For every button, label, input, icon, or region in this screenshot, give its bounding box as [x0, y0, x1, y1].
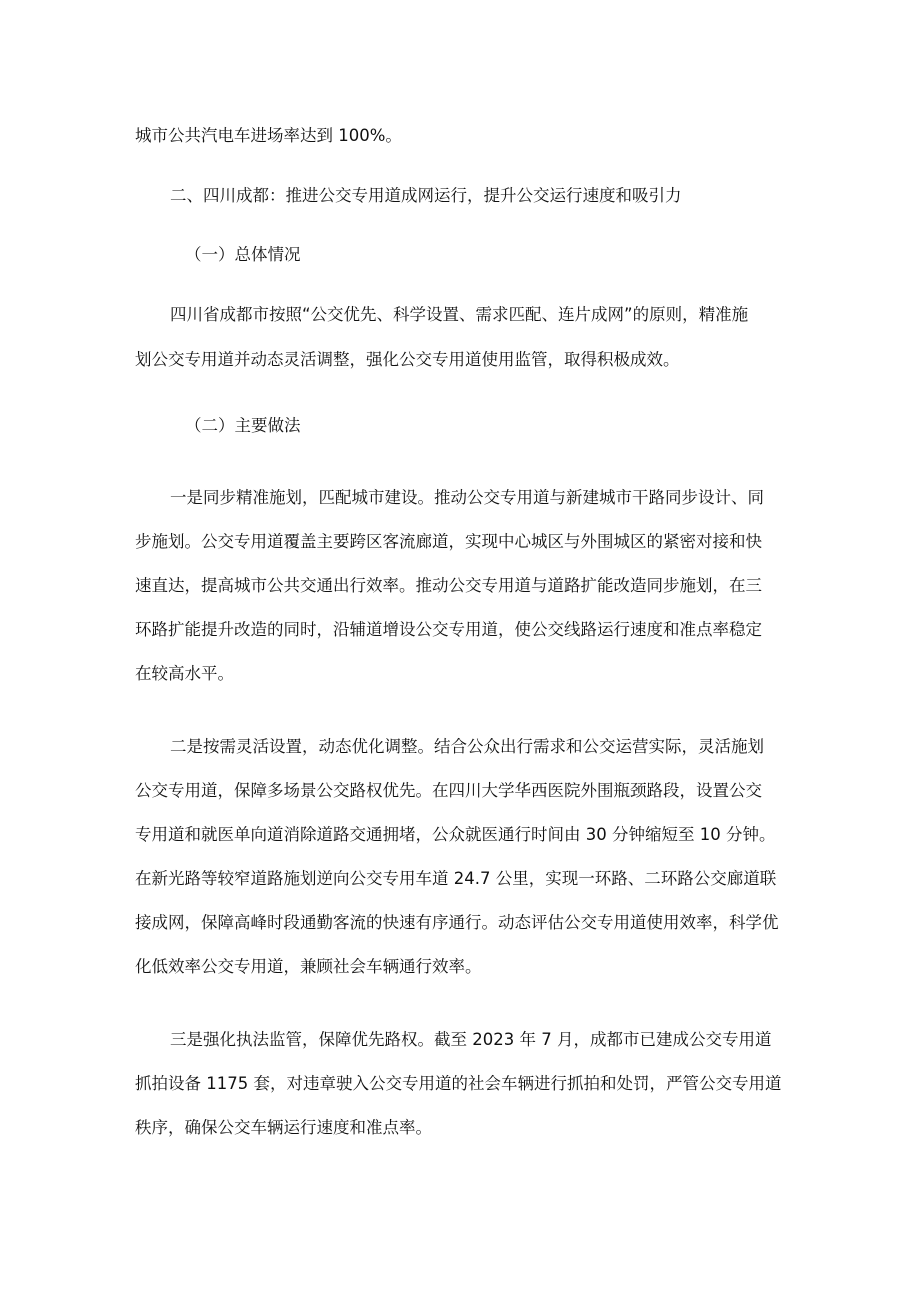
para1-line: 一是同步精准施划，匹配城市建设。推动公交专用道与新建城市干路同步设计、同 [170, 488, 764, 507]
para3-line: 抓拍设备 1175 套，对违章驶入公交专用道的社会车辆进行抓拍和处罚，严管公交专用道 [135, 1074, 782, 1093]
para2-line: 接成网，保障高峰时段通勤客流的快速有序通行。动态评估公交专用道使用效率，科学优 [135, 913, 779, 932]
sub1-para-line: 划公交专用道并动态灵活调整，强化公交专用道使用监管，取得积极成效。 [135, 350, 680, 369]
para1-line: 步施划。公交专用道覆盖主要跨区客流廊道，实现中心城区与外围城区的紧密对接和快 [135, 532, 762, 551]
sub2-heading: （二）主要做法 [185, 416, 301, 435]
section-title: 二、四川成都：推进公交专用道成网运行，提升公交运行速度和吸引力 [170, 186, 682, 205]
para1-line: 环路扩能提升改造的同时，沿辅道增设公交专用道，使公交线路运行速度和准点率稳定 [135, 620, 762, 639]
para2-line: 化低效率公交专用道，兼顾社会车辆通行效率。 [135, 957, 482, 976]
sub1-para-line: 四川省成都市按照“公交优先、科学设置、需求匹配、连片成网”的原则，精准施 [170, 305, 749, 324]
para2-line: 专用道和就医单向道消除道路交通拥堵，公众就医通行时间由 30 分钟缩短至 10 分钟。 [135, 825, 776, 844]
para2-line: 在新光路等较窄道路施划逆向公交专用车道 24.7 公里，实现一环路、二环路公交廊道联 [135, 869, 777, 888]
para1-line: 在较高水平。 [135, 664, 234, 683]
intro-tail-line: 城市公共汽电车进场率达到 100%。 [135, 126, 402, 145]
para3-line: 秩序，确保公交车辆运行速度和准点率。 [135, 1118, 432, 1137]
para1-line: 速直达，提高城市公共交通出行效率。推动公交专用道与道路扩能改造同步施划，在三 [135, 576, 762, 595]
para3-line: 三是强化执法监管，保障优先路权。截至 2023 年 7 月，成都市已建成公交专用道 [170, 1030, 772, 1049]
para2-line: 二是按需灵活设置，动态优化调整。结合公众出行需求和公交运营实际，灵活施划 [170, 737, 764, 756]
para2-line: 公交专用道，保障多场景公交路权优先。在四川大学华西医院外围瓶颈路段，设置公交 [135, 781, 762, 800]
sub1-heading: （一）总体情况 [185, 245, 301, 264]
